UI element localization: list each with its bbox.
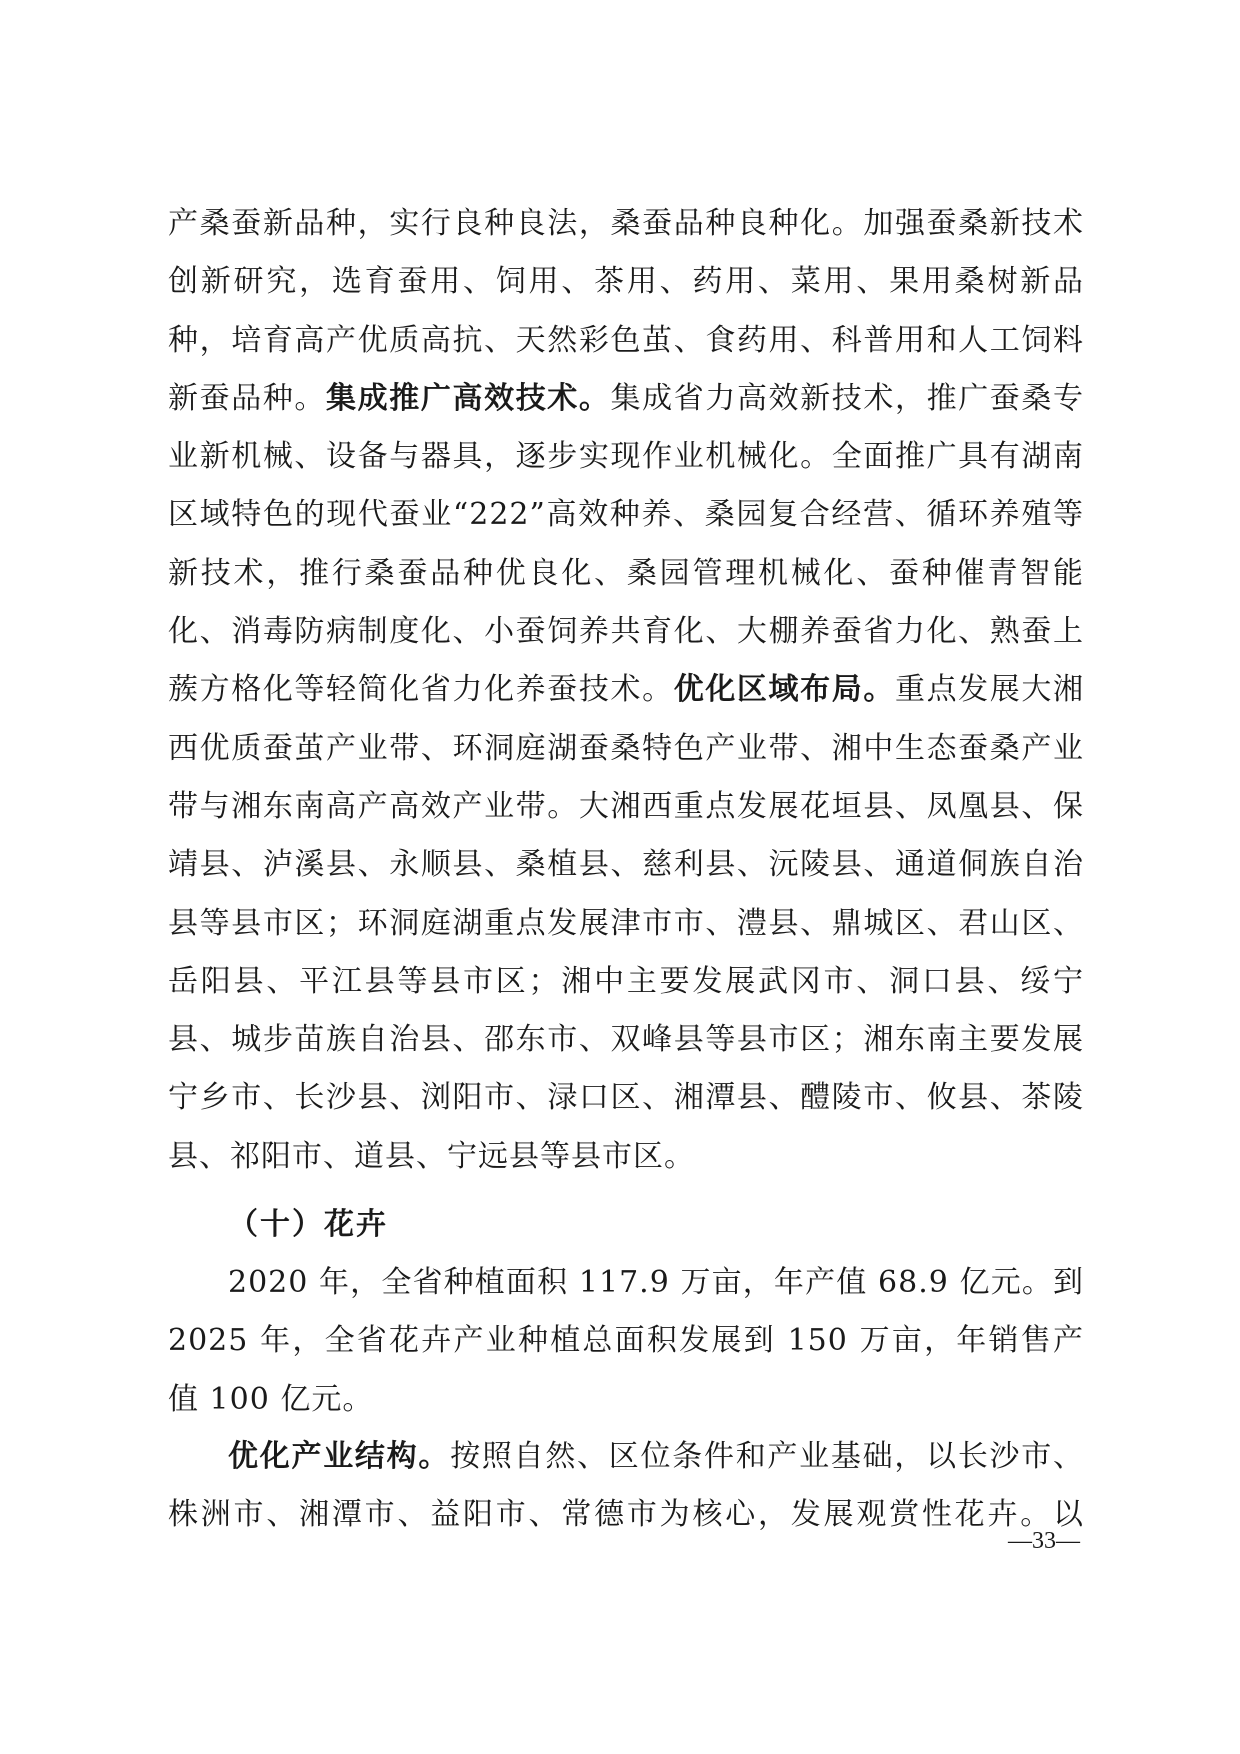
paragraph-structure — [168, 1428, 1084, 1545]
paragraph-text: 重点发展大湘西优质蚕茧产业带、环洞庭湖蚕桑特色产业带、湘中生态蚕桑产业带与湘东南高产高效产业带。大湘西重点发展花垣县、凤凰县、保靖县、泸溪县、永顺县、桑植县、慈利县、沅陵县、通道侗族自治县等县市区；环洞庭湖重点发展津市市、澧县、鼎城区、君山区、岳阳县、平江县等县市区；湘中主要发展武冈市、洞口县、绥宁县、城步苗族自治县、邵东市、双峰县等县市区；湘东南主要发展宁乡市、长沙县、浏阳市、渌口区、湘潭县、醴陵市、攸县、茶陵县、祁阳市、道县、宁远县等县市区。 — [168, 672, 1085, 1174]
bold-subheading-structure: 优化产业结构。 — [228, 1439, 451, 1474]
bold-subheading-tech: 集成推广高效技术。 — [326, 380, 611, 416]
bold-subheading-layout: 优化区域布局。 — [673, 672, 895, 708]
paragraph-sericulture — [168, 195, 1084, 1186]
paragraph-text: 按照自然、区位条件和产业基础，以长沙市、株洲市、湘潭市、益阳市、常德市为核心，发展观赏性花卉。以 — [168, 1439, 1085, 1533]
section-heading: （十）花卉 — [228, 1207, 388, 1242]
paragraph-text: 产桑蚕新品种，实行良种良法，桑蚕品种良种化。加强蚕桑新技术创新研究，选育蚕用、饲用、茶用、药用、菜用、果用桑树新品种，培育高产优质高抗、天然彩色茧、食药用、科普用和人工饲料新蚕品种。 — [168, 206, 1084, 416]
paragraph-flowers-stats: 2020 年，全省种植面积 117.9 万亩，年产值 68.9 亿元。到 2025 年，全省花卉产业种植总面积发展到 150 万亩，年销售产值 100 亿元。 — [168, 1265, 1084, 1417]
page-number: —33— — [1008, 1528, 1080, 1554]
paragraph-text: 集成省力高效新技术，推广蚕桑专业新机械、设备与器具，逐步实现作业机械化。全面推广具有湖南区域特色的现代蚕业“222”高效种养、桑园复合经营、循环养殖等新技术，推行桑蚕品种优良化、桑园管理机械化、蚕种催青智能化、消毒防病制度化、小蚕饲养共育化、大棚养蚕省力化、熟蚕上蔟方格化等轻简化省力化养蚕技术。 — [168, 380, 1085, 708]
